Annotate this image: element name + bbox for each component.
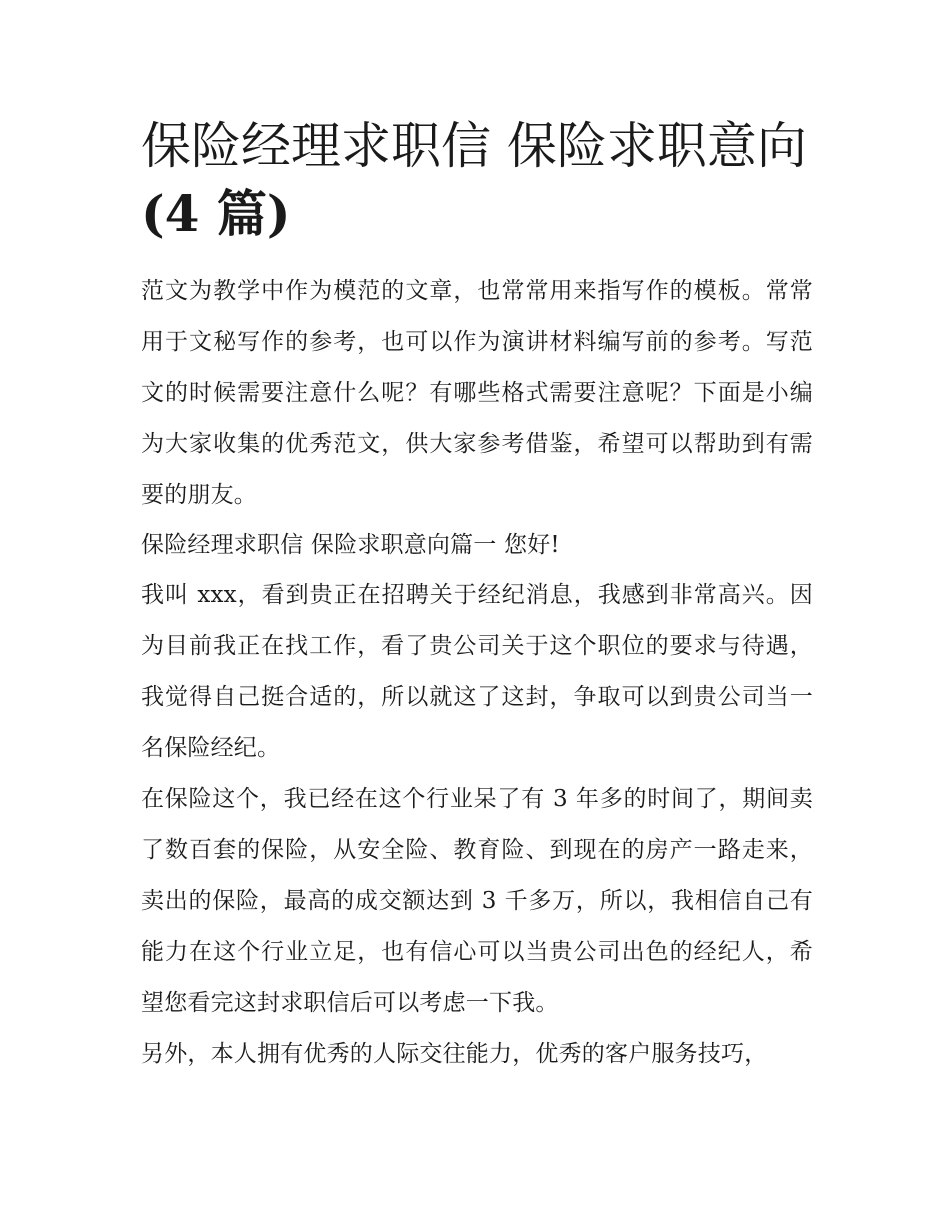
body-paragraph-2: 在保险这个，我已经在这个行业呆了有 3 年多的时间了，期间卖了数百套的保险，从安全险、教育险、到现在的房产一路走来，卖出的保险，最高的成交额达到 3 千多万，所以，我相信自己有能力在这个行业立足，也有信心可以当贵公司出色的经纪人，希望您看完这封求职信后可以考虑一下我。 bbox=[141, 786, 813, 1016]
title-suffix: (4 篇) bbox=[141, 184, 291, 243]
section-heading-paragraph: 保险经理求职信 保险求职意向篇一 您好! bbox=[141, 532, 560, 558]
document-title bbox=[141, 112, 813, 248]
title-main: 保险经理求职信 保险求职意向 bbox=[141, 117, 807, 175]
document-page bbox=[141, 112, 813, 1080]
body-paragraph-3: 另外，本人拥有优秀的人际交往能力，优秀的客户服务技巧， bbox=[141, 1041, 768, 1067]
intro-paragraph: 范文为教学中作为模范的文章，也常常用来指写作的模板。常常用于文秘写作的参考，也可以作为演讲材料编写前的参考。写范文的时候需要注意什么呢？有哪些格式需要注意呢？下面是小编为大家收集的优秀范文，供大家参考借鉴，希望可以帮助到有需要的朋友。 bbox=[141, 278, 813, 508]
body-paragraph-1: 我叫 xxx，看到贵正在招聘关于经纪消息，我感到非常高兴。因为目前我正在找工作，看了贵公司关于这个职位的要求与待遇，我觉得自己挺合适的，所以就这了这封，争取可以到贵公司当一名保险经纪。 bbox=[141, 582, 813, 761]
